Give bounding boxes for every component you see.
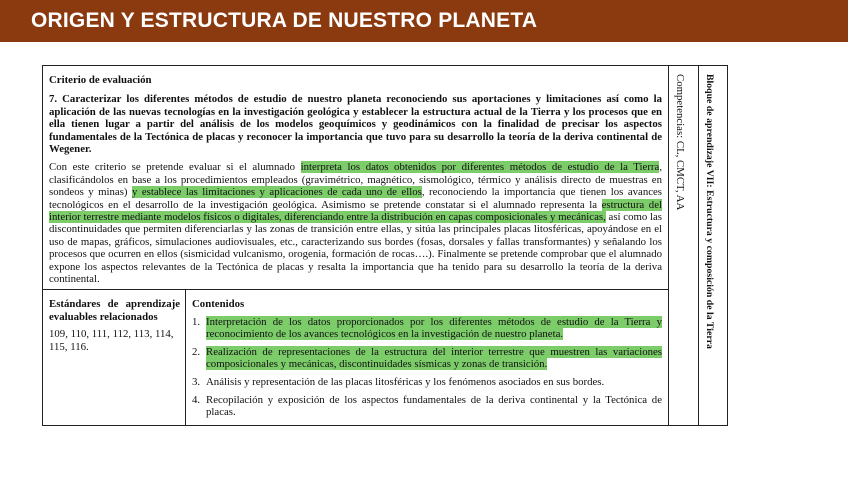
contenido-text: Análisis y representación de las placas litosféricas y los fenómenos asociados en sus bordes. [206,375,605,388]
bloque-label: Bloque de aprendizaje VII: Estructura y composición de la Tierra [704,74,715,349]
contenido-number: 3. [192,375,201,388]
criterio-body-1: Con este criterio se pretende evaluar si el alumnado [49,161,301,174]
estandares-values: 109, 110, 111, 112, 113, 114, 115, 116. [49,328,174,353]
competencias-column [669,66,699,425]
contenido-number: 4. [192,393,201,406]
contenidos-list [192,316,662,419]
criterio-highlight-1: interpreta los datos obtenidos por diferentes métodos de estudio de la Tierra [300,161,660,174]
competencias-label: Competencias: CL, CMCT, AA [674,74,686,211]
contenido-number: 2. [192,345,201,358]
contenido-item [192,316,662,341]
criterio-heading: Criterio de evaluación [49,74,152,86]
criterio-highlight-2: y establece las limitaciones y aplicaciones de cada uno de ellos [131,186,422,199]
criterio-highlight-3: estructura del interior terrestre mediante modelos físicos o digitales, diferenciando entre la distribución en capas composicionales y mecánicas, [49,198,662,224]
criterio-7-text: 7. Caracterizar los diferentes métodos de estudio de nuestro planeta reconociendo sus aportaciones y limitaciones así como la aplicación de las nuevas tecnologías en la investigación geológica y establecer la estructura actual de la Tierra y los procesos que en ella tienen lugar a partir del análisis de los modelos geoquímicos y geodinámicos con la finalidad de precisar los aspectos fundamentales de la Tectónica de placas y reconocer la importancia que tuvo para su desarrollo la teoría de la deriva continental de Wegener. [49,93,662,156]
contenido-item [192,394,662,419]
contenido-text: Realización de representaciones de la estructura del interior terrestre que muestren las variaciones composicionales y mecánicas, discontinuidades sísmicas y zonas de transición. [206,345,662,371]
contenidos-section [186,290,668,425]
title-banner [0,0,848,42]
estandares-section [43,290,186,425]
criterio-section [43,66,668,290]
page-title: ORIGEN Y ESTRUCTURA DE NUESTRO PLANETA [31,9,538,32]
contenido-text: Recopilación y exposición de los aspectos fundamentales de la deriva continental y la Tectónica de placas. [206,393,662,419]
criterio-description [49,161,662,285]
contenidos-title: Contenidos [192,298,245,310]
contenido-text: Interpretación de los datos proporcionados por los diferentes métodos de estudio de la Tierra y reconocimiento de los avances tecnológicos en la investigación de nuestro planeta. [206,315,662,341]
main-column [43,66,669,425]
contenido-item [192,346,662,371]
contenido-number: 1. [192,315,201,328]
contenido-item [192,376,662,389]
criterio-body-3: , reconociendo la importancia que tienen los avances tecnológicos en el desarrollo de la investigación geológica. Asimismo se pretende constatar si el alumnado representa la [49,186,663,211]
estandares-title: Estándares de aprendizaje evaluables relacionados [49,298,180,323]
bloque-column [699,66,727,425]
evaluation-table [42,65,728,426]
criterio-body-4: así como las discontinuidades que permiten diferenciarlas y las zonas de transición entre ellas, y sitúa las principales placas litosféricas, apoyándose en el uso de mapas, gráficos, simulaciones audiovisuales, etc., caracterizando sus bordes (fosas, dorsales y fallas transformantes) y señalando los procesos que ocurren en ellos (sismicidad vulcanismo, orogenia, formación de rocas….). Finalmente se pretende comprobar que el alumnado expone los aspectos relevantes de la Tectónica de placas y resalta la importancia que ha tenido para su desarrollo la teoría de la deriva continental. [49,211,662,286]
criterio-body-2: , clasificándolos en base a los procedimientos empleados (gravimétrico, magnético, sismológico, térmico y análisis directo de muestras en sondeos y minas) [49,161,663,199]
